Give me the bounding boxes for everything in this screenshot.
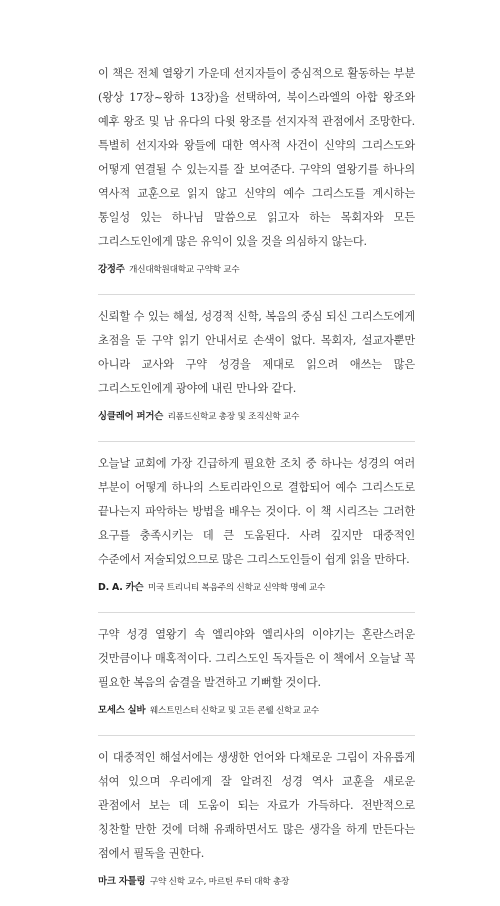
endorser-name: D. A. 카슨 <box>98 582 144 593</box>
endorser-title: 리폼드신학교 총장 및 조직신학 교수 <box>167 412 300 422</box>
endorsement-divider <box>98 441 415 442</box>
endorsement-attribution <box>98 407 415 427</box>
endorsement-page <box>98 62 415 906</box>
endorser-name: 모세스 실바 <box>98 705 146 716</box>
endorser-title: 웨스트민스터 신학교 및 고든 콘웰 신학교 교수 <box>149 706 320 716</box>
endorsement-quote: 이 책은 전체 열왕기 가운데 선지자들이 중심적으로 활동하는 부분(왕상 17장~왕하 13장)을 선택하여, 북이스라엘의 아합 왕조와 예후 왕조 및 남 유다의 다윗 왕조를 선지자적 관점에서 조망한다. 특별히 선지자와 왕들에 대한 역사적 사건이 신약의 그리스도와 어떻게 연결될 수 있는지를 잘 보여준다. 구약의 열왕기를 하나의 역사적 교훈으로 읽지 않고 신약의 예수 그리스도를 계시하는 통일성 있는 하나님 말씀으로 읽고자 하는 목회자와 모든 그리스도인에게 많은 유익이 있을 것을 의심하지 않는다. <box>98 67 415 248</box>
endorser-name: 마크 자틀링 <box>98 876 146 887</box>
endorsement-attribution <box>98 872 415 892</box>
endorsement-quote: 구약 성경 열왕기 속 엘리야와 엘리사의 이야기는 혼란스러운 것만큼이나 매혹적이다. 그리스도인 독자들은 이 책에서 오늘날 꼭 필요한 복음의 숨결을 발견하고 기뻐할 것이다. <box>98 628 415 689</box>
endorsement-divider <box>98 612 415 613</box>
endorser-title: 구약 신학 교수, 마르틴 루터 대학 총장 <box>149 877 290 887</box>
endorsement-2 <box>98 305 415 427</box>
endorsement-quote: 신뢰할 수 있는 해설, 성경적 신학, 복음의 중심 되신 그리스도에게 초점을 둔 구약 읽기 안내서로 손색이 없다. 목회자, 설교자뿐만 아니라 교사와 구약 성경을 제대로 읽으려 애쓰는 많은 그리스도인에게 광야에 내린 만나와 같다. <box>98 310 415 395</box>
endorsement-attribution <box>98 260 415 280</box>
endorser-title: 개신대학원대학교 구약학 교수 <box>129 265 240 275</box>
endorsement-divider <box>98 735 415 736</box>
endorser-title: 미국 트리니티 복음주의 신학교 신약학 명예 교수 <box>147 583 326 593</box>
endorsement-1 <box>98 62 415 280</box>
endorser-name: 싱클레어 퍼거슨 <box>98 411 164 422</box>
endorsement-attribution <box>98 701 415 721</box>
endorsement-attribution <box>98 578 415 598</box>
endorsement-quote: 오늘날 교회에 가장 긴급하게 필요한 조치 중 하나는 성경의 여러 부분이 어떻게 하나의 스토리라인으로 결합되어 예수 그리스도로 끝나는지 파악하는 방법을 배우는 것이다. 이 책 시리즈는 그러한 요구를 충족시키는 데 큰 도움된다. 사려 깊지만 대중적인 수준에서 저술되었으므로 많은 그리스도인들이 쉽게 읽을 만하다. <box>98 457 415 566</box>
endorsement-divider <box>98 294 415 295</box>
endorsement-4 <box>98 623 415 721</box>
endorsement-3 <box>98 452 415 598</box>
endorsement-quote: 이 대중적인 해설서에는 생생한 언어와 다채로운 그림이 자유롭게 섞여 있으며 우리에게 잘 알려진 성경 역사 교훈을 새로운 관점에서 보는 데 도움이 되는 자료가 가득하다. 전반적으로 칭찬할 만한 것에 더해 유쾌하면서도 많은 생각을 하게 만든다는 점에서 필독을 권한다. <box>98 751 415 860</box>
endorsement-5 <box>98 746 415 892</box>
endorser-name: 강정주 <box>98 264 125 275</box>
